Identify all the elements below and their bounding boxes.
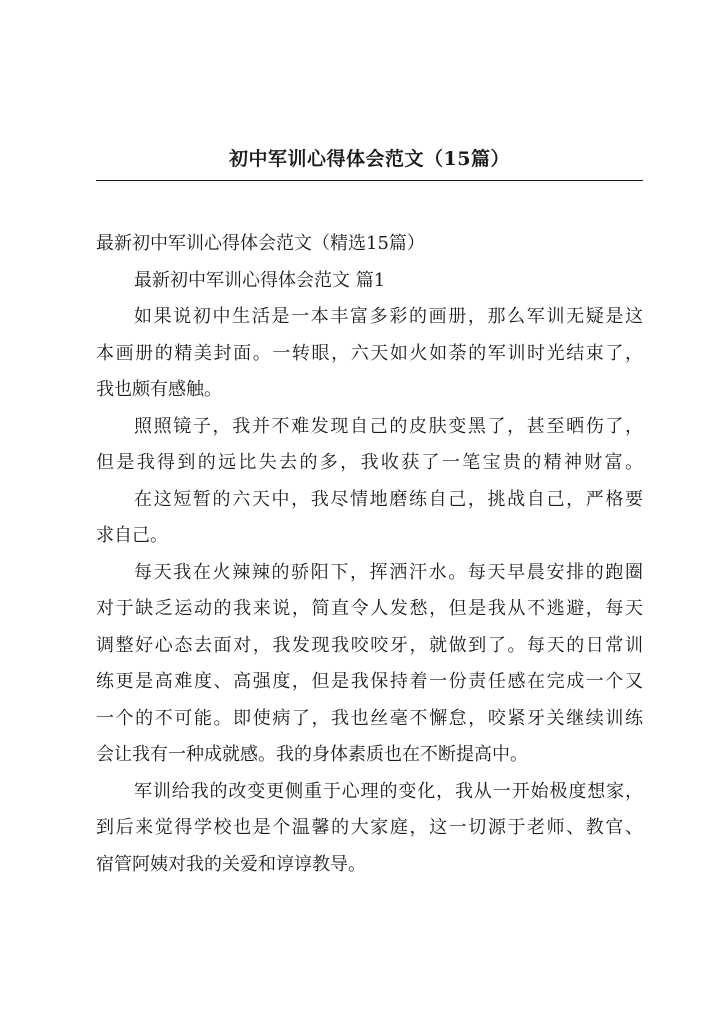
text-line: 宿管阿姨对我的关爱和谆谆教导。 [96,853,366,875]
text-line: 会让我有一种成就感。我的身体素质也在不断提高中。 [96,744,528,765]
title-underline [96,180,643,181]
text-line: 求自己。 [96,525,168,546]
text-line: 每天我在火辣辣的骄阳下，挥洒汗水。每天早晨安排的跑圈 [134,561,643,583]
document-title: 初中军训心得体会范文（15篇） [229,148,510,170]
text-line: 军训给我的改变更侧重于心理的变化，我从一开始极度想家， [134,780,643,802]
text-line: 照照镜子，我并不难发现自己的皮肤变黑了，甚至晒伤了， [134,415,643,437]
text-line: 我也颇有感触。 [96,379,222,400]
text-line: 但是我得到的远比失去的多，我收获了一笔宝贵的精神财富。 [96,452,643,473]
text-line: 在这短暂的六天中，我尽情地磨练自己，挑战自己，严格要 [134,488,643,510]
text-line: 如果说初中生活是一本丰富多彩的画册，那么军训无疑是这 [134,306,643,327]
text-line: 最新初中军训心得体会范文（精选15篇） [96,233,425,254]
document-body [96,226,643,883]
text-line: 对于缺乏运动的我来说，简直令人发愁，但是我从不逃避，每天 [96,598,643,619]
text-line: 练更是高难度、高强度，但是我保持着一份责任感在完成一个又 [96,671,643,692]
text-line: 到后来觉得学校也是个温馨的大家庭，这一切源于老师、教官、 [96,817,643,838]
text-line: 最新初中军训心得体会范文 篇1 [134,269,386,291]
text-line: 本画册的精美封面。一转眼，六天如火如荼的军训时光结束了， [96,342,643,364]
text-line: 一个的不可能。即使病了，我也丝毫不懈怠，咬紧牙关继续训练 [96,707,643,729]
text-line: 调整好心态去面对，我发现我咬咬牙，就做到了。每天的日常训 [96,634,643,656]
